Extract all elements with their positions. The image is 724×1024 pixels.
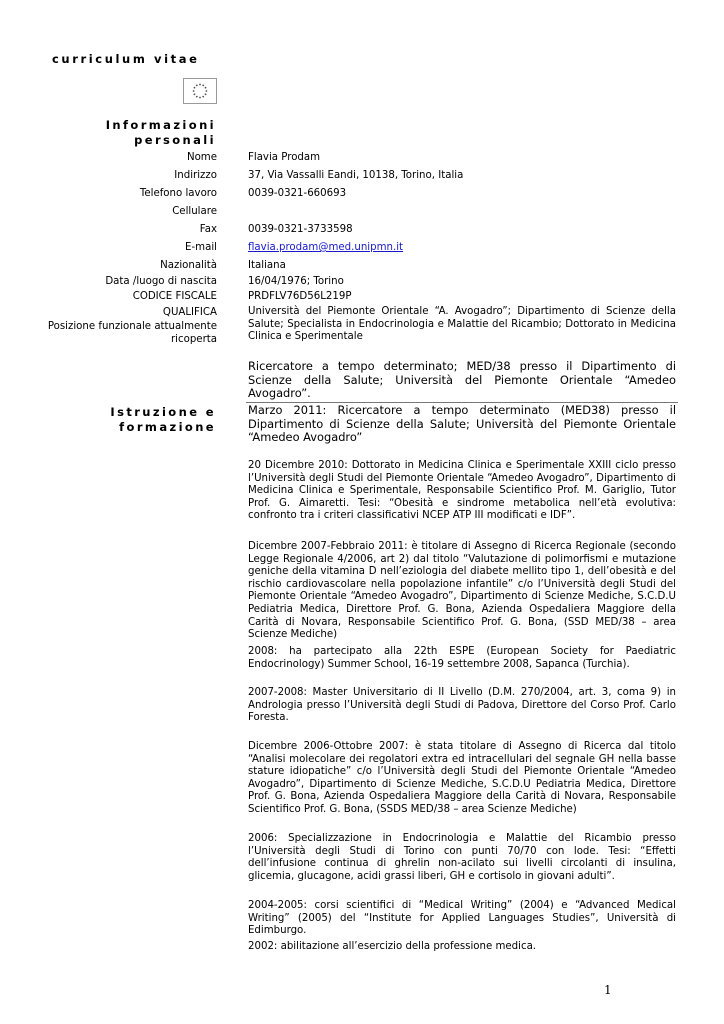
value-nascita: 16/04/1976; Torino (248, 276, 344, 287)
page-title: curriculum vitae (52, 52, 200, 66)
education-heading-line1: Istruzione e (110, 405, 216, 419)
value-qualifica: Università del Piemonte Orientale “A. Avogadro”; Dipartimento di Scienze della Salute; Specialista in Endocrinologia e Malattie del Ricambio; Dottorato in Medicina Clinica e Sperimentale (248, 306, 676, 343)
education-entry: Dicembre 2007-Febbraio 2011: è titolare di Assegno di Ricerca Regionale (secondo Legge Regionale 4/2006, art 2) dal titolo “Valutazione di polimorfismi e mutazione geniche della vitamina D nell’eziologia del diabete mellito tipo 1, dell’obesità e del rischio cardiovascolare nella popolazione infantile” c/o l’Università degli Studi del Piemonte Orientale “Amedeo Avogadro”, Dipartimento di Scienze Mediche, S.C.D.U Pediatria Medica, Direttore Prof. G. Bona, Azienda Ospedaliera Maggiore della Carità di Novara, Responsabile Scientifico Prof. G. Bona, (SSD MED/38 – area Scienze Mediche) (248, 541, 676, 641)
education-heading (110, 405, 216, 435)
label-qualifica: QUALIFICA (162, 307, 217, 318)
value-telefono: 0039-0321-660693 (248, 188, 347, 199)
label-nome: Nome (186, 152, 217, 163)
label-fax: Fax (199, 224, 217, 235)
education-entry: 2004-2005: corsi scientifici di “Medical Writing” (2004) e “Advanced Medical Writing” (2005) del “Institute for Applied Languages Studies”, Università di Edimburgo. (248, 900, 676, 937)
label-codice-fiscale: CODICE FISCALE (132, 291, 217, 302)
eu-stars-icon (184, 79, 216, 103)
personal-info-heading-line2: personali (134, 133, 216, 147)
value-fax: 0039-0321-3733598 (248, 224, 353, 235)
page-number: 1 (604, 983, 612, 997)
education-entry: 20 Dicembre 2010: Dottorato in Medicina Clinica e Sperimentale XXIII ciclo presso l’Università degli Studi del Piemonte Orientale “Amedeo Avogadro”, Dipartimento di Medicina Clinica e Sperimentale, Responsabile Scientifico Prof. M. Gariglio, Tutor Prof. G. Aimaretti. Tesi: “Obesità e sindrome metabolica nell’età evolutiva: confronto tra i criteri classificativi NCEP ATP III modificati e IDF”. (248, 460, 676, 522)
label-telefono: Telefono lavoro (139, 188, 217, 199)
education-entry: 2008: ha partecipato alla 22th ESPE (European Society for Paediatric Endocrinology) Summer School, 16-19 settembre 2008, Sapanca (Turchia). (248, 646, 676, 670)
value-codice-fiscale: PRDFLV76D56L219P (248, 291, 352, 302)
label-indirizzo: Indirizzo (174, 170, 217, 181)
eu-flag-logo (183, 78, 217, 104)
label-cellulare: Cellulare (172, 206, 217, 217)
education-entry: 2006: Specializzazione in Endocrinologia e Malattie del Ricambio presso l’Università degli Studi di Torino con punti 70/70 con lode. Tesi: “Effetti dell’infusione continua di ghrelin non-acilato sui livelli circolanti di insulina, glicemia, glucagone, acidi grassi liberi, GH e cortisolo in giovani adulti”. (248, 833, 676, 882)
value-indirizzo: 37, Via Vassalli Eandi, 10138, Torino, Italia (248, 170, 464, 181)
education-entry: Dicembre 2006-Ottobre 2007: è stata titolare di Assegno di Ricerca dal titolo “Analisi molecolare dei regolatori extra ed intracellulari del segnale GH nella basse stature idiopatiche” c/o l’Università degli Studi del Piemonte Orientale “Amedeo Avogadro”, Dipartimento di Scienze Mediche, S.C.D.U Pediatria Medica, Direttore Prof. G. Bona, Azienda Ospedaliera Maggiore della Carità di Novara, Responsabile Scientifico Prof. G. Bona, (SSDS MED/38 – area Scienze Mediche) (248, 741, 676, 815)
personal-info-heading (106, 118, 216, 148)
value-nome: Flavia Prodam (248, 152, 321, 163)
education-entry: 2002: abilitazione all’esercizio della professione medica. (248, 941, 537, 952)
value-posizione: Ricercatore a tempo determinato; MED/38 presso il Dipartimento di Scienze della Salute; Università del Piemonte Orientale “Amedeo Avogadro”. (248, 359, 676, 401)
label-posizione: Posizione funzionale attualmente ricoperta (47, 321, 217, 345)
label-nazionalita: Nazionalità (160, 260, 217, 271)
label-nascita: Data /luogo di nascita (105, 276, 217, 287)
email-link[interactable]: flavia.prodam@med.unipmn.it (248, 242, 404, 253)
value-nazionalita: Italiana (248, 260, 286, 271)
label-email: E-mail (185, 242, 217, 253)
personal-info-heading-line1: Informazioni (105, 118, 216, 132)
education-heading-line2: formazione (119, 420, 216, 434)
education-entry: Marzo 2011: Ricercatore a tempo determinato (MED38) presso il Dipartimento di Scienze della Salute; Università del Piemonte Orientale “Amedeo Avogadro” (248, 403, 676, 445)
education-entry: 2007-2008: Master Universitario di II Livello (D.M. 270/2004, art. 3, coma 9) in Andrologia presso l’Università degli Studi di Padova, Direttore del Corso Prof. Carlo Foresta. (248, 687, 676, 724)
